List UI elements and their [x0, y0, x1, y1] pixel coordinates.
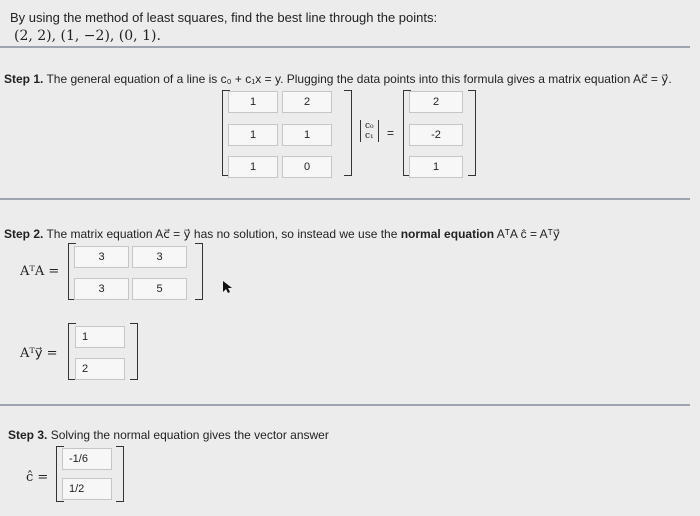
- step-2-label: Step 2.: [4, 227, 44, 241]
- ata-label: AᵀA =: [20, 264, 60, 279]
- divider-1: [0, 46, 690, 48]
- matrix-a-cell-r1c1[interactable]: 1: [228, 91, 278, 113]
- vector-y-cell-2[interactable]: -2: [409, 124, 463, 146]
- ata-right-bracket: [195, 243, 203, 300]
- c-vector-c0: c₀: [365, 121, 374, 131]
- c-hat-right-bracket: [116, 446, 124, 502]
- step-2-text-before: The matrix equation Ac⃗ = y⃗ has no solution, so instead we use the: [43, 227, 401, 241]
- step-2-text-after: AᵀA ĉ = Aᵀy⃗: [494, 227, 560, 241]
- step-1-label: Step 1.: [4, 72, 44, 86]
- vector-y-cell-1[interactable]: 2: [409, 91, 463, 113]
- aty-cell-2[interactable]: 2: [75, 358, 125, 380]
- divider-2: [0, 198, 690, 200]
- c-vector-c1: c₁: [365, 131, 374, 141]
- ata-cell-r1c1[interactable]: 3: [74, 246, 129, 268]
- c-hat-label: ĉ =: [26, 470, 49, 485]
- step-1-text: The general equation of a line is c₀ + c₁x = y. Plugging the data points into this formula gives a matrix equation Ac⃗ = y⃗.: [43, 72, 672, 86]
- matrix-a-cell-r1c2[interactable]: 2: [282, 91, 332, 113]
- aty-right-bracket: [130, 323, 138, 380]
- mouse-cursor-icon: [222, 280, 234, 294]
- step-1-heading: [4, 72, 672, 86]
- ata-cell-r2c1[interactable]: 3: [74, 278, 129, 300]
- ata-cell-r2c2[interactable]: 5: [132, 278, 187, 300]
- c-hat-cell-1[interactable]: -1/6: [62, 448, 112, 470]
- problem-statement: By using the method of least squares, find the best line through the points:: [10, 10, 438, 25]
- divider-3: [0, 404, 690, 406]
- matrix-a-cell-r2c1[interactable]: 1: [228, 124, 278, 146]
- c-vector: [360, 120, 379, 142]
- step-3-heading: [8, 428, 329, 442]
- c-hat-cell-2[interactable]: 1/2: [62, 478, 112, 500]
- matrix-a-cell-r3c2[interactable]: 0: [282, 156, 332, 178]
- aty-cell-1[interactable]: 1: [75, 326, 125, 348]
- matrix-a-cell-r3c1[interactable]: 1: [228, 156, 278, 178]
- vector-y-cell-3[interactable]: 1: [409, 156, 463, 178]
- ata-cell-r1c2[interactable]: 3: [132, 246, 187, 268]
- vector-y-right-bracket: [468, 90, 476, 176]
- normal-equation-label: normal equation: [400, 227, 495, 241]
- step-3-label: Step 3.: [8, 428, 48, 442]
- matrix-a-cell-r2c2[interactable]: 1: [282, 124, 332, 146]
- step-1-equals: =: [387, 126, 395, 140]
- step-3-text: Solving the normal equation gives the vector answer: [47, 428, 329, 442]
- step-2-heading: [4, 227, 560, 241]
- aty-label: Aᵀy⃗ =: [20, 346, 58, 361]
- data-points: (2, 2), (1, −2), (0, 1).: [14, 28, 161, 44]
- matrix-a-right-bracket: [344, 90, 352, 176]
